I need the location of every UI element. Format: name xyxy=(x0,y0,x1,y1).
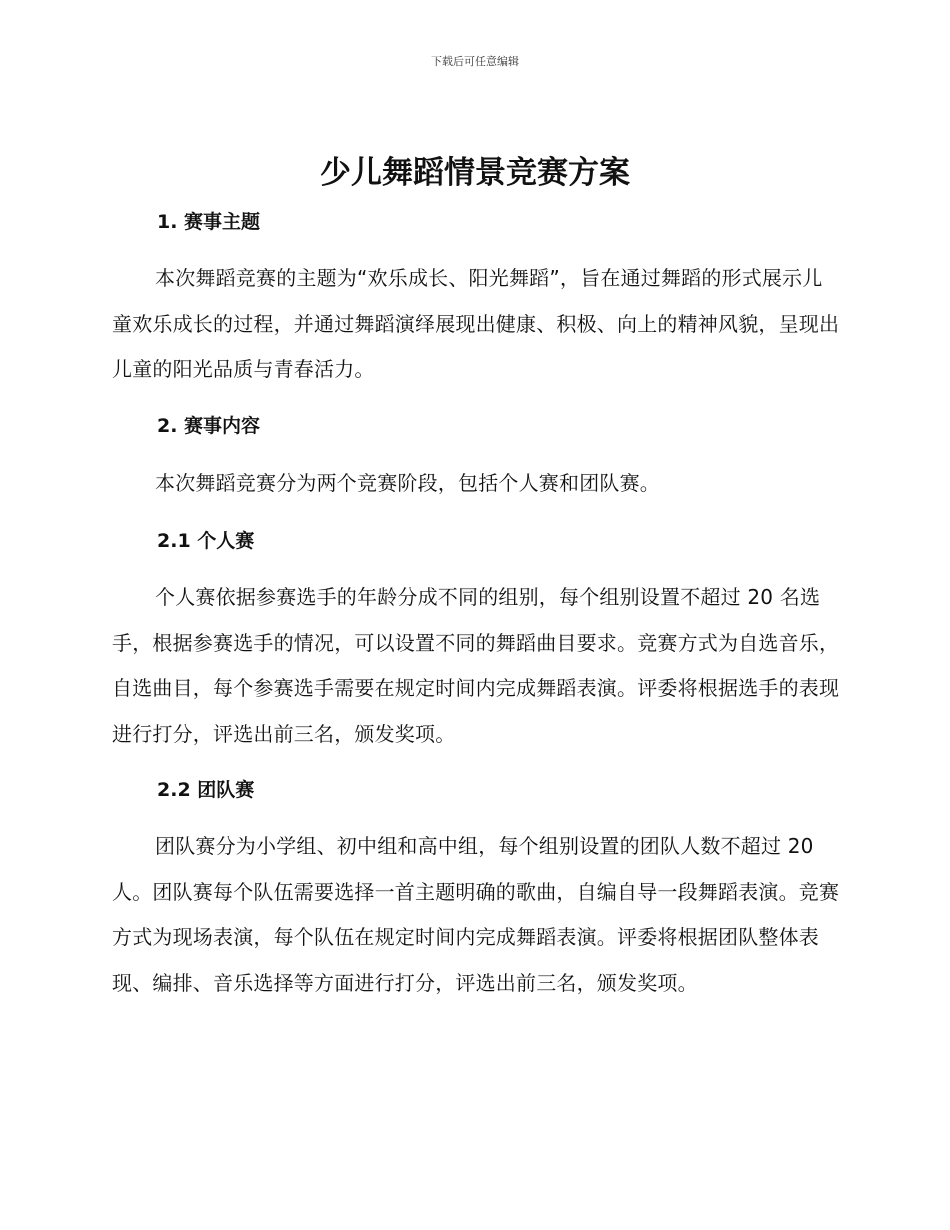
section-paragraph-content: 本次舞蹈竞赛分为两个竞赛阶段，包括个人赛和团队赛。 xyxy=(155,471,660,495)
document-title: 少儿舞蹈情景竞赛方案 xyxy=(320,155,630,191)
section-heading-individual: 2.1 个人赛 xyxy=(157,530,255,552)
section-paragraph-theme: 本次舞蹈竞赛的主题为“欢乐成长、阳光舞蹈”，旨在通过舞蹈的形式展示儿童欢乐成长的过程，并通过舞蹈演绎展现出健康、积极、向上的精神风貌，呈现出儿童的阳光品质与青春活力。 xyxy=(112,266,840,381)
header-note: 下载后可任意编辑 xyxy=(431,55,519,68)
section-paragraph-individual: 个人赛依据参赛选手的年龄分成不同的组别，每个组别设置不超过 20 名选手，根据参赛选手的情况，可以设置不同的舞蹈曲目要求。竞赛方式为自选音乐，自选曲目，每个参赛选手需要在规定时间内完成舞蹈表演。评委将根据选手的表现进行打分，评选出前三名，颁发奖项。 xyxy=(112,585,840,746)
section-heading-theme: 1. 赛事主题 xyxy=(157,211,261,233)
section-heading-content: 2. 赛事内容 xyxy=(157,415,261,437)
section-paragraph-team: 团队赛分为小学组、初中组和高中组，每个组别设置的团队人数不超过 20 人。团队赛每个队伍需要选择一首主题明确的歌曲，自编自导一段舞蹈表演。竞赛方式为现场表演，每个队伍在规定时间内完成舞蹈表演。评委将根据团队整体表现、编排、音乐选择等方面进行打分，评选出前三名，颁发奖项。 xyxy=(112,834,840,995)
section-heading-team: 2.2 团队赛 xyxy=(157,779,255,801)
